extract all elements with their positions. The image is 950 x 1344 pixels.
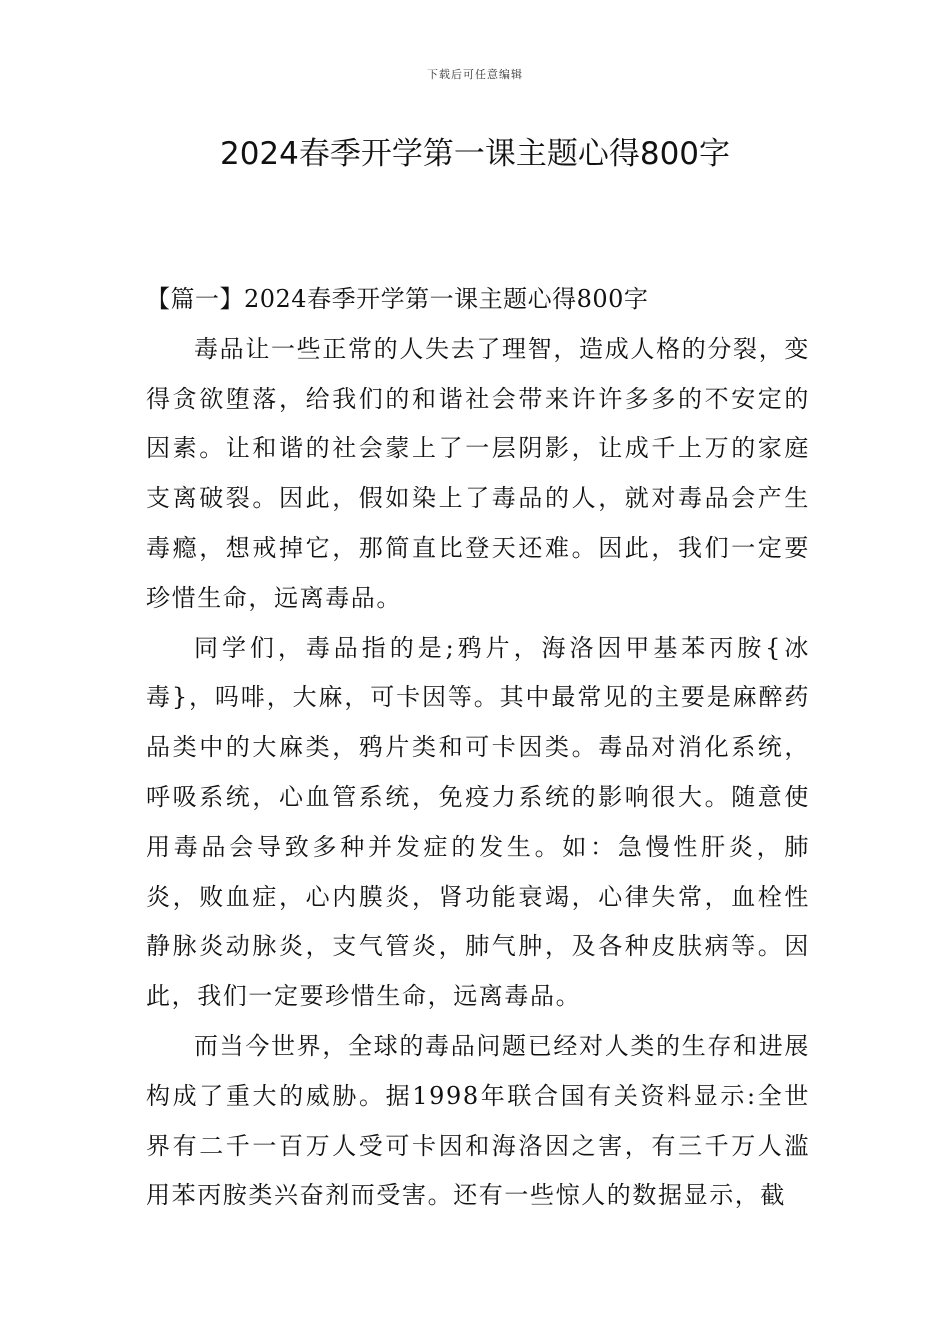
document-title: 2024春季开学第一课主题心得800字 — [219, 136, 731, 172]
header-note: 下载后可任意编辑 — [427, 68, 523, 81]
document-body — [146, 275, 810, 1221]
paragraph: 而当今世界，全球的毒品问题已经对人类的生存和进展构成了重大的威胁。据1998年联合国有关资料显示:全世界有二千一百万人受可卡因和海洛因之害，有三千万人滥用苯丙胺类兴奋剂而受害。还有一些惊人的数据显示，截 — [146, 1031, 810, 1210]
paragraph: 同学们，毒品指的是;鸦片，海洛因甲基苯丙胺{冰毒}，吗啡，大麻，可卡因等。其中最常见的主要是麻醉药品类中的大麻类，鸦片类和可卡因类。毒品对消化系统，呼吸系统，心血管系统，免疫力系统的影响很大。随意使用毒品会导致多种并发症的发生。如：急慢性肝炎，肺炎，败血症，心内膜炎，肾功能衰竭，心律失常，血栓性静脉炎动脉炎，支气管炎，肺气肿，及各种皮肤病等。因此，我们一定要珍惜生命，远离毒品。 — [146, 633, 810, 1011]
section-heading: 【篇一】2024春季开学第一课主题心得800字 — [146, 285, 649, 313]
paragraph: 毒品让一些正常的人失去了理智，造成人格的分裂，变得贪欲堕落，给我们的和谐社会带来许许多多的不安定的因素。让和谐的社会蒙上了一层阴影，让成千上万的家庭支离破裂。因此，假如染上了毒品的人，就对毒品会产生毒瘾，想戒掉它，那简直比登天还难。因此，我们一定要珍惜生命，远离毒品。 — [146, 334, 810, 612]
